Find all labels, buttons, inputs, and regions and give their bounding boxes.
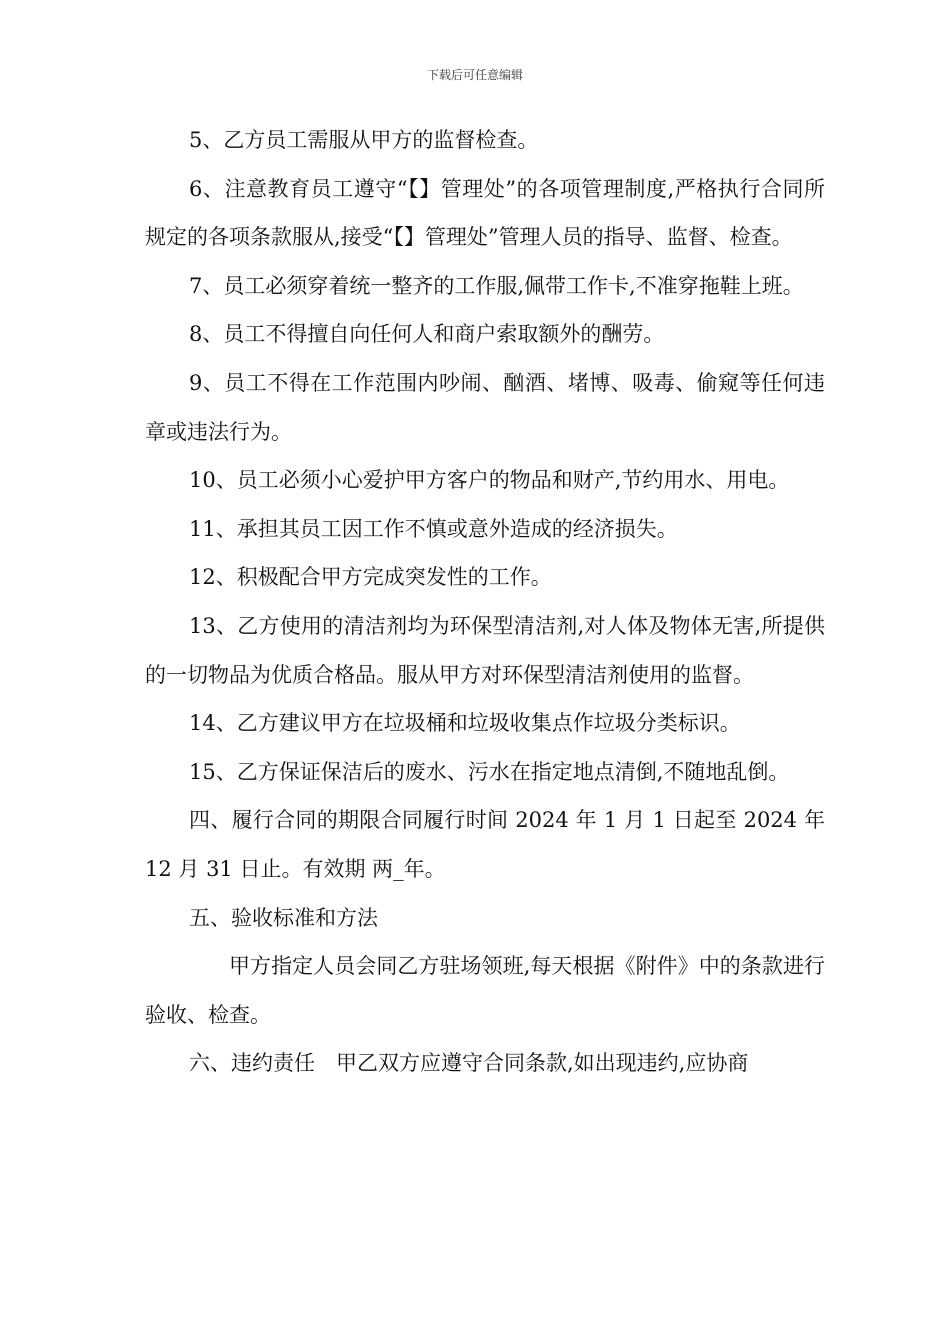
section-6-liability: 六、违约责任 甲乙双方应遵守合同条款,如出现违约,应协商 [189,1051,749,1076]
clause-14: 14、乙方建议甲方在垃圾桶和垃圾收集点作垃圾分类标识。 [189,711,741,736]
document-body [145,116,825,1088]
clause-6: 6、注意教育员工遵守“【】管理处”的各项管理制度,严格执行合同所规定的各项条款服从,接受“【】管理处”管理人员的指导、监督、检查。 [145,176,825,250]
section-4-contract-term: 四、履行合同的期限合同履行时间 2024 年 1 月 1 日起至 2024 年 12 月 31 日止。有效期 两_年。 [145,808,825,881]
section-5-heading: 五、验收标准和方法 [189,905,378,930]
clause-7: 7、员工必须穿着统一整齐的工作服,佩带工作卡,不准穿拖鞋上班。 [189,273,804,298]
clause-5: 5、乙方员工需服从甲方的监督检查。 [189,128,539,152]
clause-15: 15、乙方保证保洁后的废水、污水在指定地点清倒,不随地乱倒。 [189,759,790,784]
page-header-note: 下载后可任意编辑 [426,68,523,82]
clause-11: 11、承担其员工因工作不慎或意外造成的经济损失。 [189,516,678,541]
clause-9: 9、员工不得在工作范围内吵闹、酗酒、堵博、吸毒、偷窥等任何违章或违法行为。 [145,370,825,444]
section-5-body: 甲方指定人员会同乙方驻场领班,每天根据《附件》中的条款进行验收、检查。 [145,954,825,1027]
clause-13: 13、乙方使用的清洁剂均为环保型清洁剂,对人体及物体无害,所提供的一切物品为优质合格品。服从甲方对环保型清洁剂使用的监督。 [145,613,825,687]
clause-8: 8、员工不得擅自向任何人和商户索取额外的酬劳。 [189,322,665,347]
clause-12: 12、积极配合甲方完成突发性的工作。 [189,565,552,590]
clause-10: 10、员工必须小心爱护甲方客户的物品和财产,节约用水、用电。 [189,468,790,493]
